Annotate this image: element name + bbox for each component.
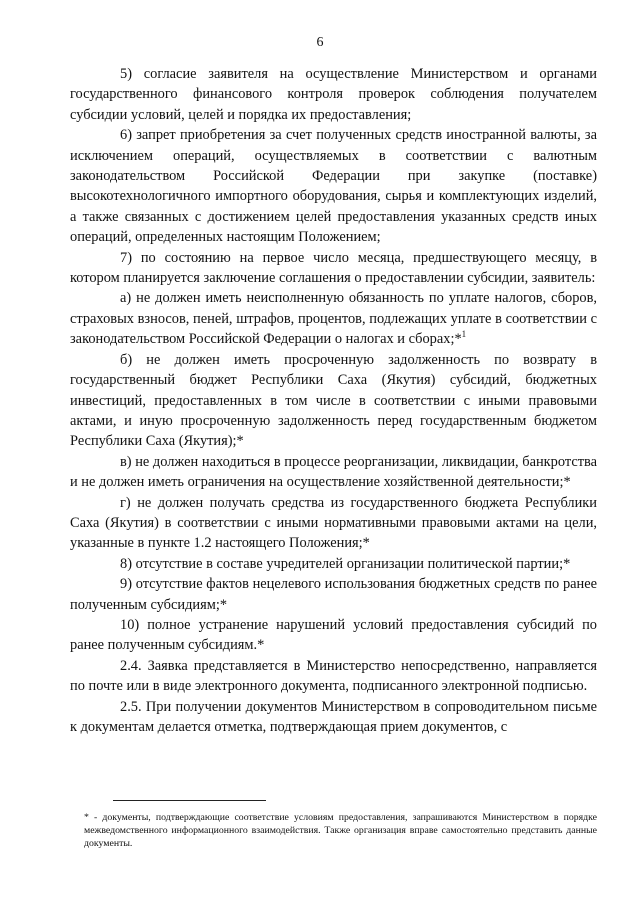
clause-7b: б) не должен иметь просроченную задолженность по возврату в государственный бюджет Республики Саха (Якутия) субсидий, бюджетных инвестиций, предоставленных в том числе в соответствии с иными правовыми актами, и иную просроченную задолженность перед государственным бюджетом Республики Саха (Якутия);*: [70, 351, 597, 450]
clause-7: 7) по состоянию на первое число месяца, предшествующего месяцу, в котором планируется заключение соглашения о предоставлении субсидии, заявитель:: [70, 249, 597, 287]
clause-10: 10) полное устранение нарушений условий предоставления субсидий по ранее полученным субсидиям.*: [70, 616, 597, 654]
footnote-divider: [113, 800, 266, 801]
section-2-4: 2.4. Заявка представляется в Министерство непосредственно, направляется по почте или в виде электронного документа, подписанного электронной подписью.: [70, 657, 597, 695]
footnote: * - документы, подтверждающие соответствие условиям предоставления, запрашиваются Министерством в порядке межведомственного информационного взаимодействия. Также организация вправе самостоятельно представить данные документы.: [84, 812, 597, 849]
clause-7a: [70, 288, 597, 349]
footnote-reference: 1: [461, 329, 467, 340]
section-2-5: 2.5. При получении документов Министерством в сопроводительном письме к документам делается отметка, подтверждающая прием документов, с: [70, 698, 597, 735]
clause-6: 6) запрет приобретения за счет полученных средств иностранной валюты, за исключением операций, осуществляемых в соответствии с валютным законодательством Российской Федерации при закупке (поставке) высокотехнологичного импортного оборудования, сырья и комплектующих изделий, а также связанных с достижением целей предоставления указанных средств иных операций, определенных настоящим Положением;: [70, 127, 597, 246]
clause-7g: г) не должен получать средства из государственного бюджета Республики Саха (Якутия) в соответствии с иными нормативными правовыми актами на цели, указанные в пункте 1.2 настоящего Положения;*: [70, 494, 597, 552]
clause-7a-text: а) не должен иметь неисполненную обязанность по уплате налогов, сборов, страховых взносов, пеней, штрафов, процентов, подлежащих уплате в соответствии с законодательством Российской Федерации о налогах и сборах;*: [70, 290, 597, 348]
clause-8: 8) отсутствие в составе учредителей организации политической партии;*: [120, 555, 571, 572]
clause-5: 5) согласие заявителя на осуществление Министерством и органами государственного финансового контроля проверок соблюдения получателем субсидии условий, целей и порядка их предоставления;: [70, 66, 597, 123]
clause-7v: в) не должен находиться в процессе реорганизации, ликвидации, банкротства и не должен иметь ограничения на осуществление хозяйственной деятельности;*: [70, 453, 597, 491]
clause-9: 9) отсутствие фактов нецелевого использования бюджетных средств по ранее полученным субсидиям;*: [70, 576, 597, 613]
document-body: [70, 64, 597, 737]
page-number: 6: [316, 35, 324, 50]
